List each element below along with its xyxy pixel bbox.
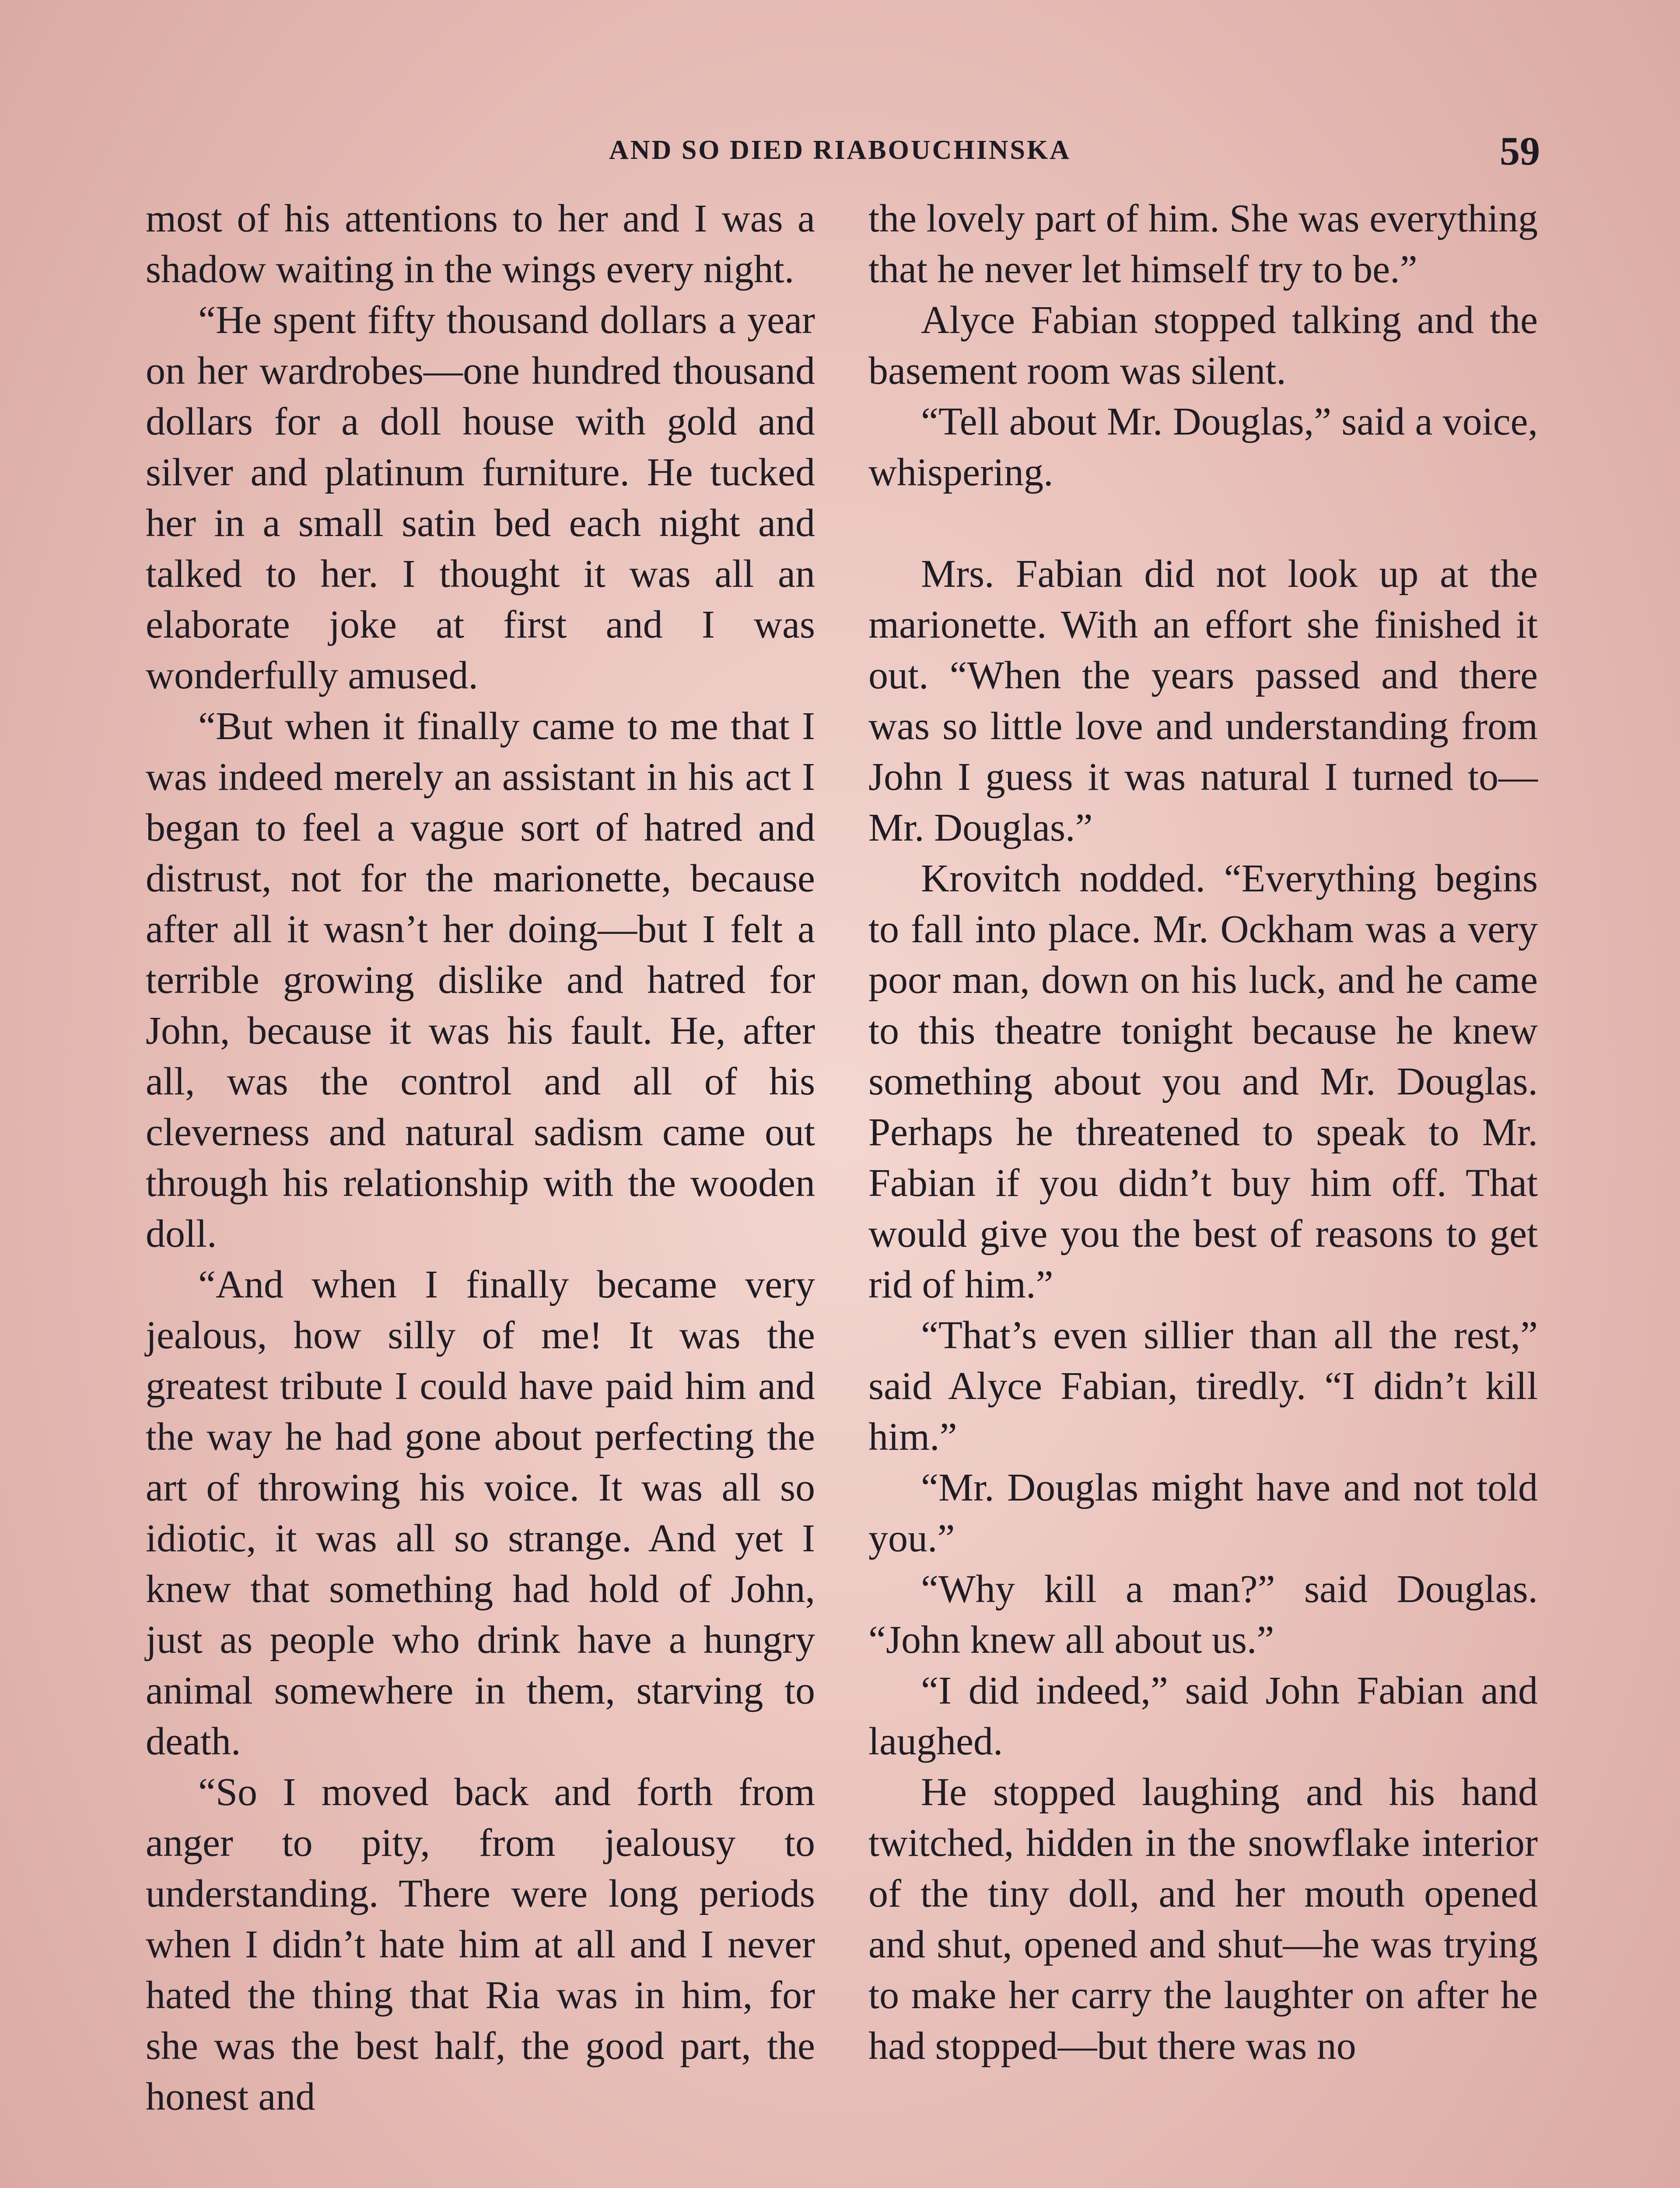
page-number: 59 [1500, 129, 1540, 173]
left-column [146, 193, 815, 2122]
paragraph: the lovely part of him. She was everything that he never let himself try to be.” [868, 197, 1538, 291]
right-column [868, 193, 1538, 2072]
paragraph: He stopped laughing and his hand twitched, hidden in the snowflake interior of the tiny doll, and her mouth opened and shut, opened and shut—he was trying to make her carry the laughter on after he had stopped—but there was no [868, 1771, 1538, 2068]
paragraph: “I did indeed,” said John Fabian and laughed. [868, 1669, 1538, 1763]
paragraph: “Mr. Douglas might have and not told you.” [868, 1466, 1538, 1560]
paragraph: “That’s even sillier than all the rest,” said Alyce Fabian, tiredly. “I didn’t kill him.” [868, 1314, 1538, 1459]
paragraph: “So I moved back and forth from anger to pity, from jealousy to understanding. There were long periods when I didn’t hate him at all and I never hated the thing that Ria was in him, for she was the best half, the good part, the honest and [146, 1771, 815, 2118]
paragraph: “And when I finally became very jealous, how silly of me! It was the greatest tribute I could have paid him and the way he had gone about perfecting the art of throwing his voice. It was all so idiotic, it was all so strange. And yet I knew that something had hold of John, just as people who drink have a hungry animal somewhere in them, starving to death. [146, 1263, 815, 1763]
paragraph: “Why kill a man?” said Douglas. “John knew all about us.” [868, 1567, 1538, 1662]
paragraph: most of his attentions to her and I was a shadow waiting in the wings every night. [146, 197, 815, 291]
paragraph: “He spent fifty thousand dollars a year on her wardrobes—one hundred thousand dollars for a doll house with gold and silver and platinum furniture. He tucked her in a small satin bed each night and talked to her. I thought it was all an elaborate joke at first and I was wonderfully amused. [146, 298, 815, 697]
paragraph: Krovitch nodded. “Everything begins to fall into place. Mr. Ockham was a very poor man, down on his luck, and he came to this theatre tonight because he knew something about you and Mr. Douglas. Perhaps he threatened to speak to Mr. Fabian if you didn’t buy him off. That would give you the best of reasons to get rid of him.” [868, 857, 1538, 1306]
paragraph: “Tell about Mr. Douglas,” said a voice, whispering. [868, 400, 1538, 494]
paragraph: Mrs. Fabian did not look up at the marionette. With an effort she finished it out. “When the years passed and there was so little love and understanding from John I guess it was natural I turned to—Mr. Douglas.” [868, 552, 1538, 849]
paragraph: Alyce Fabian stopped talking and the basement room was silent. [868, 298, 1538, 393]
running-title: AND SO DIED RIABOUCHINSKA [609, 135, 1071, 165]
paragraph: “But when it finally came to me that I was indeed merely an assistant in his act I began to feel a vague sort of hatred and distrust, not for the marionette, because after all it wasn’t her doing—but I felt a terrible growing dislike and hatred for John, because it was his fault. He, after all, was the control and all of his cleverness and natural sadism came out through his relationship with the wooden doll. [146, 705, 815, 1255]
